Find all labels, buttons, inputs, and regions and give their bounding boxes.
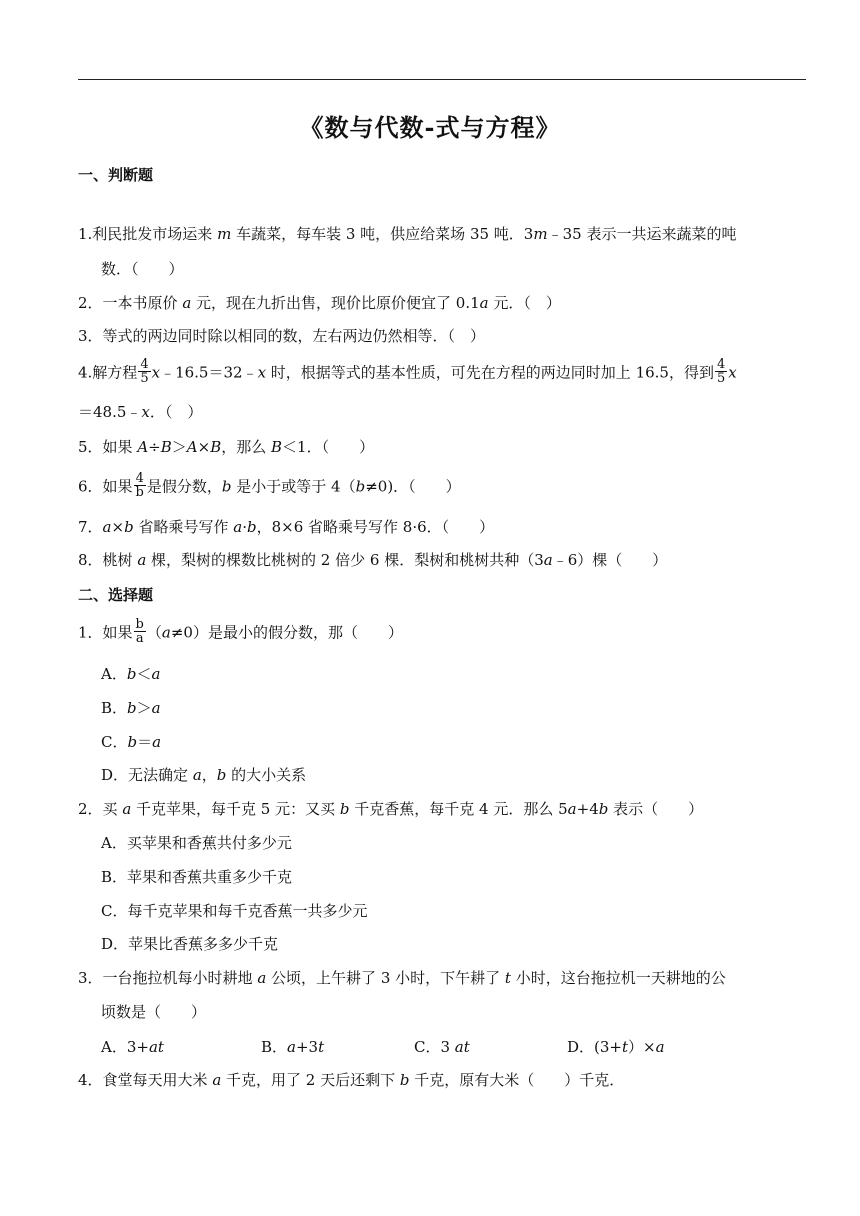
question-1-6: 6．如果 $\frac{4}{b}$ 是假分数，b 是小于或等于 4（b≠0)．（ ） [78, 471, 461, 500]
question-1-5: 5．如果 A÷B＞A×B，那么 B＜1．（ ） [78, 438, 375, 456]
question-1-3: 3．等式的两边同时除以相同的数，左右两边仍然相等．（ ） [78, 327, 486, 345]
question-1-4: 4.解方程 $\frac{4}{5}$ x﹣16.5＝32﹣x 时，根据等式的基本性质，可先在方程的两边同时加上 16.5，得到 $\frac{4}{5}$ x [78, 357, 737, 386]
question-1-4-continuation: ＝48.5﹣x．（ ） [78, 403, 203, 421]
question-2-3: 3．一台拖拉机每小时耕地 a 公顷，上午耕了 3 小时，下午耕了 t 小时，这台拖拉机一天耕地的公 [78, 969, 726, 987]
option-2-2-a[interactable]: A．买苹果和香蕉共付多少元 [101, 834, 292, 852]
option-2-3-d[interactable]: D．(3+t）×a [567, 1038, 665, 1056]
question-2-4: 4．食堂每天用大米 a 千克，用了 2 天后还剩下 b 千克，原有大米（ ）千克． [78, 1071, 625, 1089]
question-2-1: 1．如果 $\frac{b}{a}$ （a≠0）是最小的假分数，那（ ） [78, 617, 403, 646]
page-title: 《数与代数-式与方程》 [299, 113, 561, 142]
option-2-1-b[interactable]: B．b＞a [101, 699, 161, 717]
question-1-8: 8．桃树 a 棵，梨树的棵数比桃树的 2 倍少 6 棵．梨树和桃树共种（3a﹣6）棵（ ） [78, 551, 668, 569]
option-2-1-c[interactable]: C．b＝a [101, 733, 162, 751]
question-1-1-continuation: 数．（ ） [101, 260, 184, 278]
option-2-2-d[interactable]: D．苹果比香蕉多多少千克 [101, 935, 279, 953]
fraction: $\frac{4}{b}$ [135, 471, 144, 500]
option-2-3-b[interactable]: B．a+3t [261, 1038, 325, 1056]
option-2-3-a[interactable]: A．3+at [101, 1038, 164, 1056]
fraction: $\frac{4}{5}$ [716, 357, 726, 386]
question-1-7: 7．a×b 省略乘号写作 a·b，8×6 省略乘号写作 8·6．（ ） [78, 518, 495, 536]
fraction: $\frac{4}{5}$ [140, 357, 149, 386]
option-2-2-b[interactable]: B．苹果和香蕉共重多少千克 [101, 868, 293, 886]
option-2-1-a[interactable]: A．b＜a [101, 665, 161, 683]
option-2-1-d[interactable]: D．无法确定 a，b 的大小关系 [101, 766, 307, 784]
section-heading-choice: 二、选择题 [78, 586, 154, 604]
question-2-2: 2．买 a 千克苹果，每千克 5 元：又买 b 千克香蕉，每千克 4 元．那么 5a+4b 表示（ ） [78, 800, 704, 818]
option-2-2-c[interactable]: C．每千克苹果和每千克香蕉一共多少元 [101, 902, 368, 920]
question-1-1: 1.利民批发市场运来 m 车蔬菜，每车装 3 吨，供应给菜场 35 吨．3m﹣35 表示一共运来蔬菜的吨 [78, 225, 737, 243]
question-2-3-continuation: 顷数是（ ） [101, 1003, 207, 1021]
fraction: $\frac{b}{a}$ [135, 617, 144, 646]
section-heading-judgment: 一、判断题 [78, 166, 154, 184]
option-2-3-c[interactable]: C．3 at [414, 1038, 470, 1056]
question-1-2: 2．一本书原价 a 元，现在九折出售，现价比原价便宜了 0.1a 元．（ ） [78, 294, 561, 312]
header-rule [78, 79, 806, 80]
